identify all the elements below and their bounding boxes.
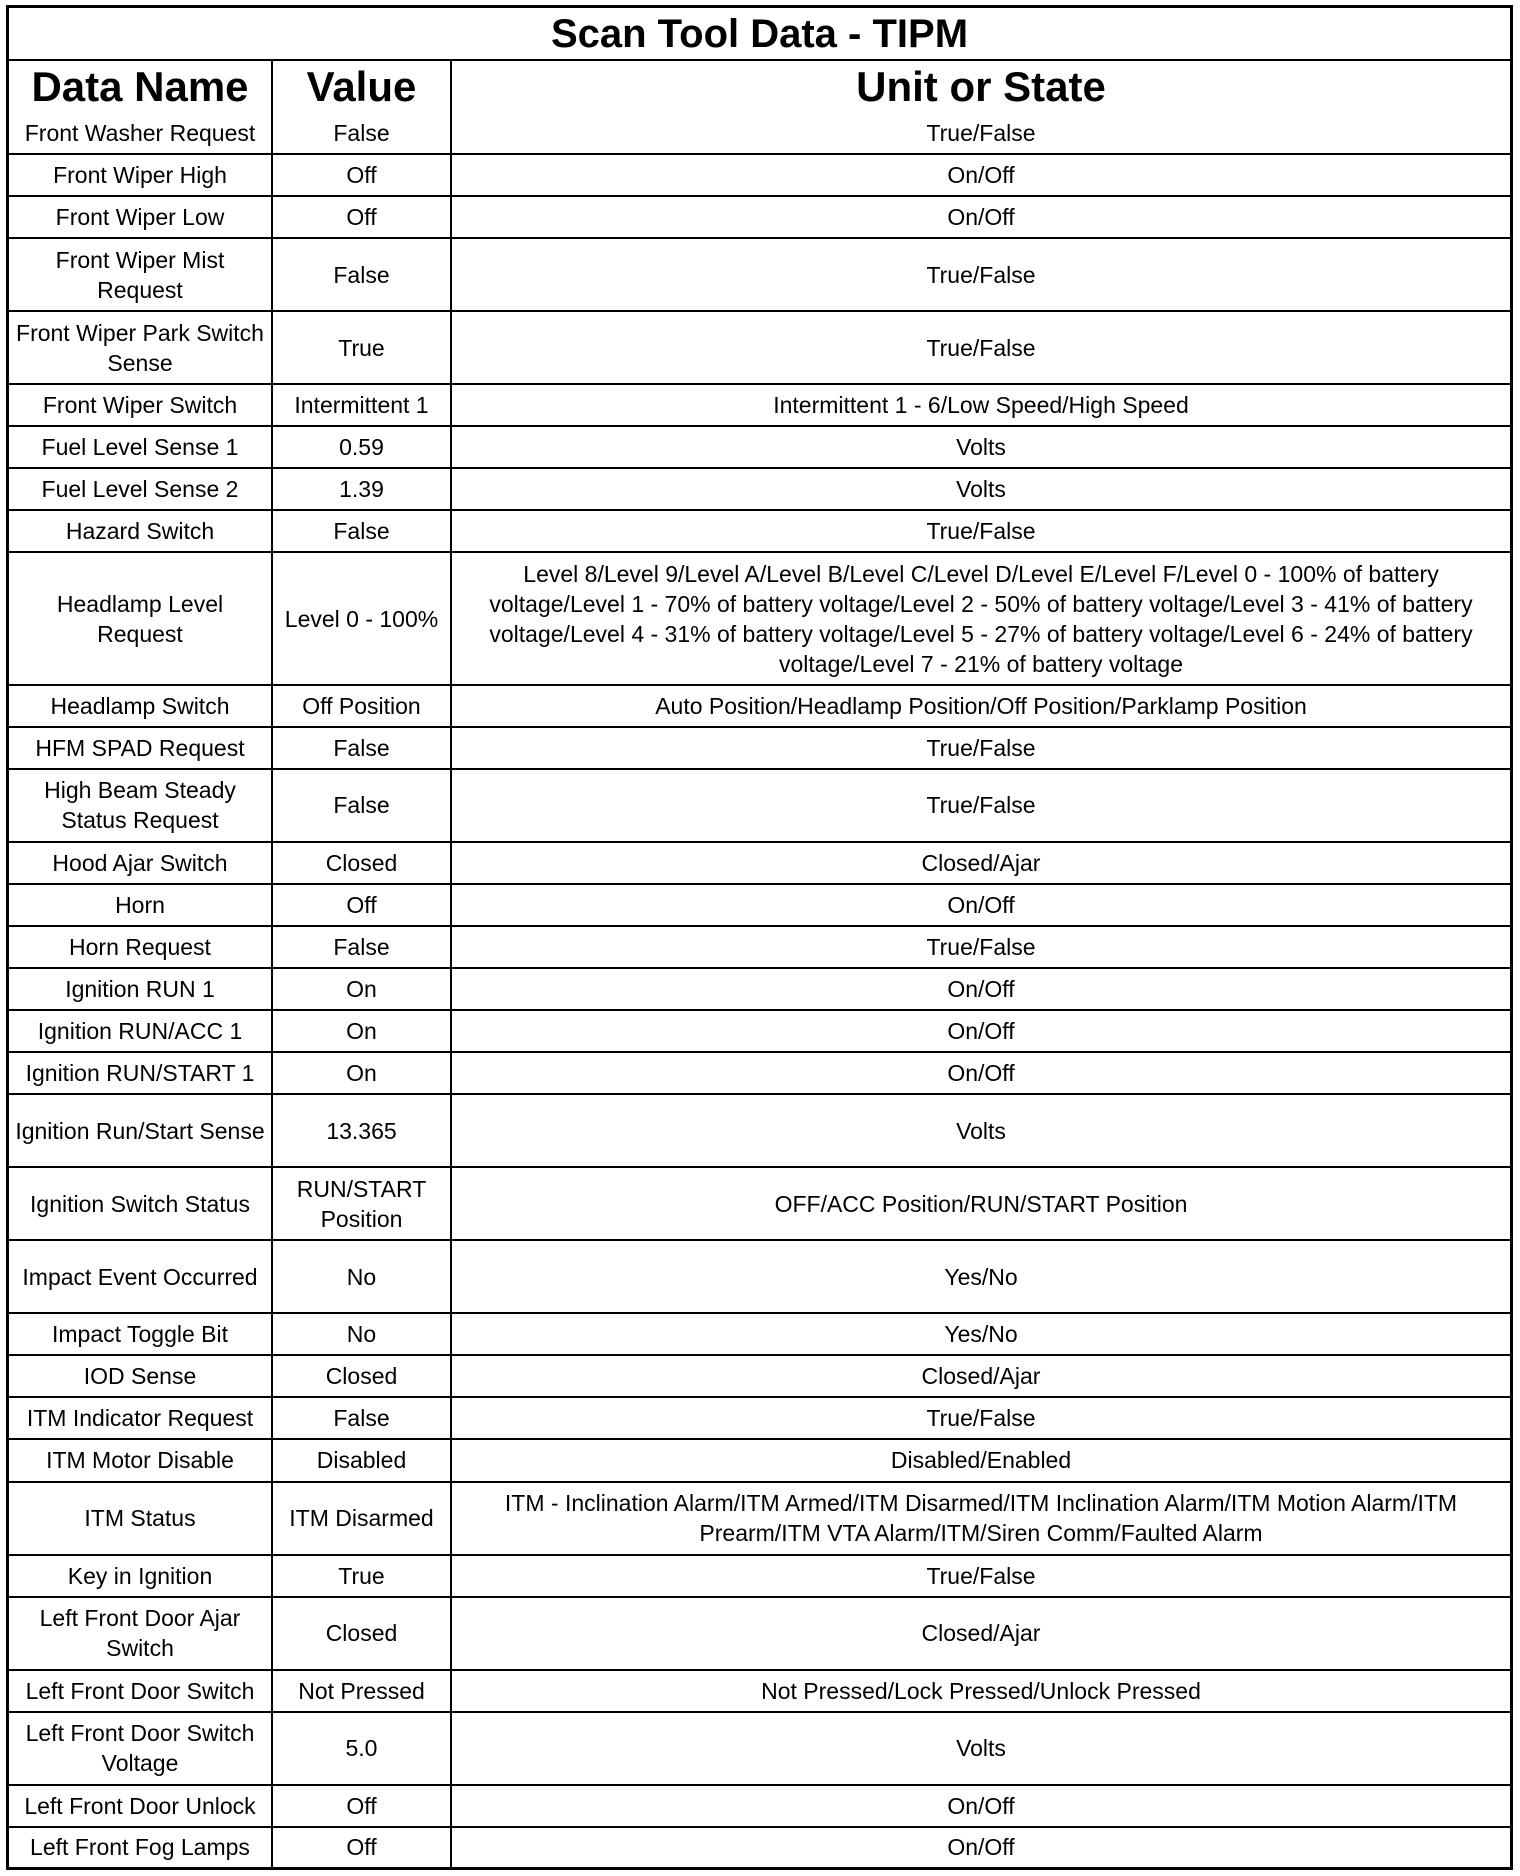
row-unit-or-state: On/Off [451,196,1510,238]
row-unit-or-state: On/Off [451,154,1510,196]
row-unit-or-state: True/False [451,510,1510,552]
row-data-name: Left Front Fog Lamps [9,1827,272,1867]
row-data-name: Horn Request [9,926,272,968]
row-unit-or-state: Volts [451,426,1510,468]
row-unit-or-state: On/Off [451,1010,1510,1052]
row-unit-or-state: Yes/No [451,1313,1510,1355]
table-row [9,1167,1510,1240]
header-value: Value [272,60,451,112]
row-unit-or-state: True/False [451,311,1510,384]
table-row [9,238,1510,311]
header-data-name: Data Name [9,60,272,112]
row-unit-or-state: OFF/ACC Position/RUN/START Position [451,1167,1510,1240]
table-row [9,311,1510,384]
row-data-name: Left Front Door Switch [9,1670,272,1712]
row-value: Not Pressed [272,1670,451,1712]
table-row [9,510,1510,552]
row-data-name: ITM Status [9,1482,272,1555]
table-row [9,1240,1510,1313]
row-value: Off [272,196,451,238]
row-data-name: Horn [9,884,272,926]
table-row [9,968,1510,1010]
row-value: 0.59 [272,426,451,468]
table-row [9,112,1510,154]
row-value: Off [272,1827,451,1867]
row-value: On [272,1010,451,1052]
table-row [9,1094,1510,1167]
row-data-name: Left Front Door Switch Voltage [9,1712,272,1785]
table-row [9,468,1510,510]
row-unit-or-state: On/Off [451,1785,1510,1827]
row-unit-or-state: True/False [451,1555,1510,1597]
row-value: Off [272,154,451,196]
table-row [9,1052,1510,1094]
table-row [9,685,1510,727]
table-row [9,1355,1510,1397]
row-unit-or-state: Level 8/Level 9/Level A/Level B/Level C/Level D/Level E/Level F/Level 0 - 100% of battery voltage/Level 1 - 70% of battery voltage/Level 2 - 50% of battery voltage/Level 3 - 41% of battery voltage/Level 4 - 31% of battery voltage/Level 5 - 27% of battery voltage/Level 6 - 24% of battery voltage/Level 7 - 21% of battery voltage [451,552,1510,684]
row-data-name: HFM SPAD Request [9,727,272,769]
row-value: True [272,1555,451,1597]
row-data-name: Front Wiper High [9,154,272,196]
row-unit-or-state: Disabled/Enabled [451,1439,1510,1481]
row-value: ITM Disarmed [272,1482,451,1555]
row-data-name: Front Wiper Low [9,196,272,238]
row-unit-or-state: Volts [451,1712,1510,1785]
table-row [9,1313,1510,1355]
table-row [9,426,1510,468]
row-data-name: ITM Indicator Request [9,1397,272,1439]
table-row [9,1439,1510,1481]
row-value: RUN/START Position [272,1167,451,1240]
row-value: False [272,238,451,311]
row-value: False [272,510,451,552]
row-data-name: Front Wiper Switch [9,384,272,426]
table-row [9,926,1510,968]
row-value: Closed [272,1355,451,1397]
row-unit-or-state: Auto Position/Headlamp Position/Off Position/Parklamp Position [451,685,1510,727]
table-row [9,1010,1510,1052]
row-data-name: High Beam Steady Status Request [9,769,272,842]
row-unit-or-state: On/Off [451,1052,1510,1094]
row-data-name: Front Washer Request [9,112,272,154]
row-data-name: Hazard Switch [9,510,272,552]
row-value: Closed [272,842,451,884]
row-data-name: Ignition Switch Status [9,1167,272,1240]
row-value: On [272,1052,451,1094]
row-unit-or-state: True/False [451,727,1510,769]
row-data-name: Fuel Level Sense 2 [9,468,272,510]
row-value: Disabled [272,1439,451,1481]
row-value: False [272,112,451,154]
table-row [9,552,1510,684]
row-unit-or-state: On/Off [451,884,1510,926]
row-value: False [272,769,451,842]
row-value: Level 0 - 100% [272,552,451,684]
row-data-name: Key in Ignition [9,1555,272,1597]
row-data-name: Ignition RUN/ACC 1 [9,1010,272,1052]
row-unit-or-state: True/False [451,238,1510,311]
row-data-name: Ignition RUN 1 [9,968,272,1010]
data-table [9,8,1510,1867]
row-unit-or-state: Not Pressed/Lock Pressed/Unlock Pressed [451,1670,1510,1712]
row-data-name: Impact Event Occurred [9,1240,272,1313]
row-data-name: ITM Motor Disable [9,1439,272,1481]
table-row [9,842,1510,884]
row-unit-or-state: True/False [451,769,1510,842]
row-unit-or-state: Intermittent 1 - 6/Low Speed/High Speed [451,384,1510,426]
row-value: Intermittent 1 [272,384,451,426]
row-value: Off [272,1785,451,1827]
row-unit-or-state: Volts [451,468,1510,510]
row-unit-or-state: Closed/Ajar [451,1355,1510,1397]
row-unit-or-state: Yes/No [451,1240,1510,1313]
row-value: No [272,1313,451,1355]
row-data-name: Headlamp Switch [9,685,272,727]
row-data-name: Left Front Door Unlock [9,1785,272,1827]
table-row [9,154,1510,196]
row-value: 1.39 [272,468,451,510]
row-unit-or-state: On/Off [451,1827,1510,1867]
table-row [9,1712,1510,1785]
row-unit-or-state: On/Off [451,968,1510,1010]
header-unit-or-state: Unit or State [451,60,1510,112]
table-body [9,112,1510,1867]
row-data-name: Headlamp Level Request [9,552,272,684]
scan-tool-data-table [6,5,1513,1870]
row-data-name: Left Front Door Ajar Switch [9,1597,272,1670]
table-row [9,1785,1510,1827]
table-row [9,1670,1510,1712]
row-data-name: Impact Toggle Bit [9,1313,272,1355]
row-data-name: IOD Sense [9,1355,272,1397]
row-value: Off [272,884,451,926]
row-value: On [272,968,451,1010]
row-value: No [272,1240,451,1313]
table-row [9,196,1510,238]
table-row [9,384,1510,426]
table-row [9,1555,1510,1597]
row-data-name: Fuel Level Sense 1 [9,426,272,468]
row-data-name: Front Wiper Mist Request [9,238,272,311]
row-unit-or-state: Closed/Ajar [451,842,1510,884]
row-value: Closed [272,1597,451,1670]
table-row [9,727,1510,769]
row-unit-or-state: Closed/Ajar [451,1597,1510,1670]
row-data-name: Hood Ajar Switch [9,842,272,884]
table-row [9,1827,1510,1867]
row-value: 5.0 [272,1712,451,1785]
row-value: False [272,1397,451,1439]
row-unit-or-state: True/False [451,926,1510,968]
table-row [9,884,1510,926]
row-data-name: Ignition Run/Start Sense [9,1094,272,1167]
row-value: Off Position [272,685,451,727]
table-title: Scan Tool Data - TIPM [9,8,1510,60]
row-value: 13.365 [272,1094,451,1167]
row-data-name: Front Wiper Park Switch Sense [9,311,272,384]
row-unit-or-state: True/False [451,112,1510,154]
row-value: False [272,727,451,769]
table-row [9,1397,1510,1439]
row-value: False [272,926,451,968]
table-row [9,769,1510,842]
row-data-name: Ignition RUN/START 1 [9,1052,272,1094]
row-unit-or-state: ITM - Inclination Alarm/ITM Armed/ITM Disarmed/ITM Inclination Alarm/ITM Motion Alarm/ITM Prearm/ITM VTA Alarm/ITM/Siren Comm/Faulted Alarm [451,1482,1510,1555]
row-value: True [272,311,451,384]
table-row [9,1597,1510,1670]
row-unit-or-state: Volts [451,1094,1510,1167]
row-unit-or-state: True/False [451,1397,1510,1439]
table-row [9,1482,1510,1555]
